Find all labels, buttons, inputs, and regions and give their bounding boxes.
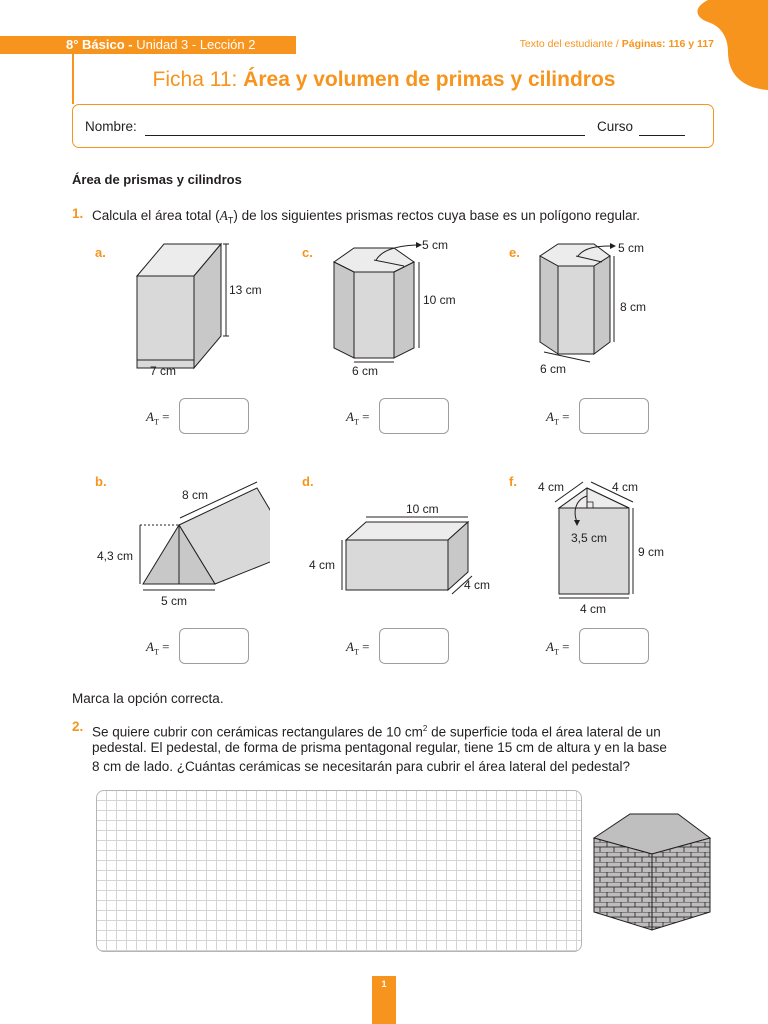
answer-b-eq: =: [158, 639, 170, 654]
answer-a-sub: T: [153, 417, 159, 427]
figure-f-height-label: 9 cm: [638, 545, 665, 559]
figure-f-inner-label: 3,5 cm: [571, 531, 608, 545]
figure-c-letter: c.: [302, 245, 313, 260]
answer-c-box[interactable]: [379, 398, 449, 434]
figure-b-length-label: 8 cm: [182, 488, 209, 502]
q1-sub: T: [227, 215, 234, 226]
q2-line1-after: de superficie toda el área lateral de un: [427, 724, 661, 740]
reference-pages: Páginas: 116 y 117: [621, 38, 714, 50]
course-label: Curso: [597, 119, 634, 134]
answer-f-label: [546, 639, 569, 657]
answer-b-var: A: [146, 639, 154, 654]
answer-e-label: [546, 409, 569, 427]
answer-e-box[interactable]: [579, 398, 649, 434]
answer-a-label: [146, 409, 169, 427]
figure-c-base-label: 6 cm: [352, 364, 379, 378]
header-bar: [0, 36, 296, 54]
figure-b-base-label: 5 cm: [161, 594, 188, 608]
answer-e-sub: T: [553, 417, 559, 427]
answer-e-eq: =: [558, 409, 570, 424]
figure-e-height-label: 8 cm: [620, 300, 647, 314]
figure-d-prism: [340, 508, 480, 598]
figure-e-letter: e.: [509, 245, 520, 260]
answer-c-eq: =: [358, 409, 370, 424]
answer-d-box[interactable]: [379, 628, 449, 664]
unit-lesson-label: Unidad 3 - Lección 2: [136, 37, 256, 52]
header-separator: -: [124, 37, 137, 52]
reference-prefix: Texto del estudiante /: [519, 38, 622, 50]
q2-line1-before: Se quiere cubrir con cerámicas rectangulares de 10 cm: [92, 724, 423, 740]
question-1-number: 1.: [72, 206, 84, 221]
answer-e-var: A: [546, 409, 554, 424]
q1-text-before: Calcula el área total (: [92, 208, 220, 223]
answer-a-box[interactable]: [179, 398, 249, 434]
brick-pedestal-illustration: [590, 812, 714, 932]
figure-c-apothem-label: 5 cm: [422, 238, 449, 252]
student-info-box: [72, 104, 714, 148]
figure-f-base-label: 4 cm: [580, 602, 607, 616]
figure-b-letter: b.: [95, 474, 107, 489]
q1-text-after: ) de los siguientes prismas rectos cuya base es un polígono regular.: [233, 208, 641, 223]
question-2-line-2: pedestal. El pedestal, de forma de prisma pentagonal regular, tiene 15 cm de altura y en la base: [92, 740, 667, 755]
figure-b-height-label: 4,3 cm: [97, 549, 134, 563]
q1-var: A: [219, 208, 228, 223]
instruction-text: Marca la opción correcta.: [72, 691, 224, 706]
grade-label: 8° Básico: [66, 37, 125, 52]
answer-grid[interactable]: [96, 790, 582, 952]
figure-f-roof-left-label: 4 cm: [538, 480, 565, 494]
answer-b-label: [146, 639, 169, 657]
figure-e-apothem-label: 5 cm: [618, 241, 645, 255]
figure-d-height-label: 4 cm: [309, 558, 336, 572]
question-2-number: 2.: [72, 719, 84, 734]
answer-c-var: A: [346, 409, 354, 424]
course-field[interactable]: [639, 135, 685, 136]
figure-d-depth-label: 4 cm: [464, 578, 491, 592]
name-label: Nombre:: [85, 119, 137, 134]
question-2-line-3: 8 cm de lado. ¿Cuántas cerámicas se necesitarán para cubrir el área lateral del pedestal?: [92, 759, 631, 774]
answer-a-var: A: [146, 409, 154, 424]
answer-f-sub: T: [553, 647, 559, 657]
answer-f-var: A: [546, 639, 554, 654]
figure-c-height-label: 10 cm: [423, 293, 456, 307]
answer-c-label: [346, 409, 369, 427]
figure-c-prism: [320, 236, 440, 366]
section-title: Área de prismas y cilindros: [72, 172, 242, 187]
answer-a-eq: =: [158, 409, 170, 424]
answer-b-sub: T: [153, 647, 159, 657]
figure-d-letter: d.: [302, 474, 314, 489]
figure-a-height-label: 13 cm: [229, 283, 262, 297]
answer-d-label: [346, 639, 369, 657]
answer-d-eq: =: [358, 639, 370, 654]
q2-sup: 2: [422, 724, 428, 733]
figure-a-prism: [120, 236, 280, 386]
answer-d-sub: T: [353, 647, 359, 657]
figure-d-length-label: 10 cm: [406, 502, 439, 516]
worksheet-title: [0, 68, 768, 92]
answer-d-var: A: [346, 639, 354, 654]
figure-a-letter: a.: [95, 245, 106, 260]
textbook-reference: [520, 38, 714, 50]
figure-f-roof-right-label: 4 cm: [612, 480, 639, 494]
question-1-text: [92, 206, 640, 231]
figure-e-base-label: 6 cm: [540, 362, 567, 376]
page-number: 1: [372, 976, 396, 1024]
answer-b-box[interactable]: [179, 628, 249, 664]
figure-a-base-label: 7 cm: [150, 364, 177, 378]
answer-f-eq: =: [558, 639, 570, 654]
name-field[interactable]: [145, 135, 585, 136]
answer-c-sub: T: [353, 417, 359, 427]
title-main: Área y volumen de primas y cilindros: [243, 68, 616, 91]
figure-f-letter: f.: [509, 474, 517, 489]
answer-f-box[interactable]: [579, 628, 649, 664]
title-prefix: Ficha 11:: [152, 68, 244, 91]
